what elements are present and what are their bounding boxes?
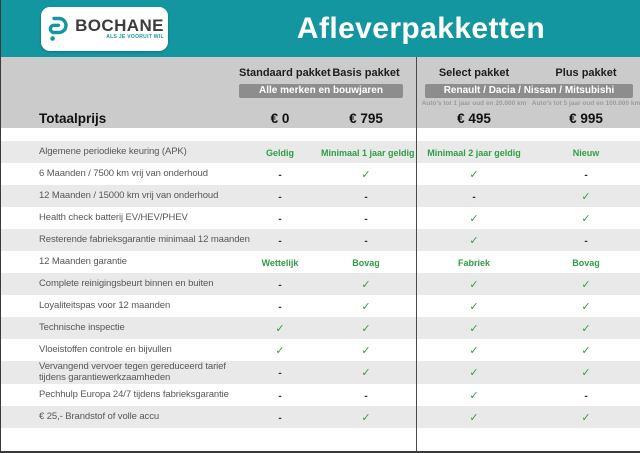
check-icon: ✓ [469,345,479,357]
dash-icon: - [364,236,368,247]
dash-icon: - [278,170,282,181]
cell-select [417,341,531,359]
row-label: Health check batterij EV/HEV/PHEV [39,212,188,224]
check-icon: ✓ [581,191,591,203]
cell-basis [321,143,415,161]
cell-standaard [239,297,321,315]
check-icon: ✓ [469,169,479,181]
cell-basis [321,187,411,205]
cell-basis [321,275,411,293]
cell-select [417,408,531,426]
cell-basis [321,165,411,183]
price-standaard: € 0 [270,111,290,126]
dash-icon: - [278,214,282,225]
dash-icon: - [584,390,588,402]
comparison-table [1,141,640,428]
total-price-row [1,109,640,128]
page-title: Afleverpakketten [296,11,546,45]
subnote-select: Auto's tot 1 jaar oud en 20.000 km [421,100,527,107]
table-row [1,384,640,406]
cell-standaard [239,408,321,426]
table-header-band [1,57,640,128]
table-row [1,251,640,273]
dash-icon: - [278,412,282,424]
check-icon: ✓ [469,301,479,313]
dash-icon: - [278,368,282,380]
check-icon: ✓ [361,367,371,380]
cell-standaard [239,231,321,249]
dash-icon: - [278,280,282,291]
section-divider-line [416,57,417,451]
row-label: 12 Maanden garantie [39,256,127,268]
value-text: Fabriek [457,258,490,268]
table-row [1,207,640,229]
brand-logo [41,7,168,51]
row-label: Algemene periodieke keuring (APK) [39,146,187,158]
dash-icon: - [472,192,476,203]
cell-basis [321,408,411,426]
check-icon: ✓ [361,411,371,424]
check-icon: ✓ [275,323,285,335]
dash-icon: - [278,236,282,247]
value-text: Nieuw [572,148,600,158]
cell-plus [531,165,640,183]
row-label: Vloeistoffen controle en bijvullen [39,344,172,356]
row-label: Technische inspectie [39,322,125,334]
dash-icon: - [278,390,282,402]
cell-plus [531,209,640,227]
total-price-label: Totaalprijs [39,111,107,126]
value-text: Minimaal 2 jaar geldig [427,148,521,158]
cell-select [417,165,531,183]
cell-standaard [239,275,321,293]
cell-plus [531,408,640,426]
check-icon: ✓ [469,323,479,335]
dash-icon: - [364,214,368,225]
badge-alle-merken: Alle merken en bouwjaren [239,84,403,98]
brand-name: BOCHANE [75,16,164,35]
check-icon: ✓ [361,169,371,181]
cell-standaard [239,319,321,337]
brand-tagline: ALS JE VOORUIT WIL [106,34,164,40]
row-label: 12 Maanden / 15000 km vrij van onderhoud [39,190,219,202]
badges-row [1,83,640,98]
table-row [1,406,640,428]
cell-plus [531,143,640,161]
row-label: 6 Maanden / 7500 km vrij van onderhoud [39,168,208,180]
cell-plus [531,341,640,359]
table-row [1,339,640,361]
subnote-plus: Auto's tot 5 jaar oud en 100.000 km [531,100,640,107]
value-text: Geldig [265,148,294,158]
cell-basis [321,231,411,249]
cell-basis [321,319,411,337]
check-icon: ✓ [469,213,479,225]
cell-plus [531,319,640,337]
cell-basis [321,297,411,315]
cell-basis [321,363,411,381]
check-icon: ✓ [581,411,591,424]
check-icon: ✓ [581,367,591,380]
cell-standaard [239,143,321,161]
check-icon: ✓ [469,411,479,424]
cell-select [417,386,531,404]
cell-select [417,297,531,315]
row-label: € 25,- Brandstof of volle accu [39,411,160,423]
cell-standaard [239,386,321,404]
cell-standaard [239,209,321,227]
subnotes-row [1,98,640,109]
table-row [1,317,640,339]
cell-standaard [239,341,321,359]
cell-plus [531,363,640,381]
check-icon: ✓ [275,345,285,357]
column-header-select: Select pakket [438,67,510,79]
dash-icon: - [278,192,282,203]
cell-plus [531,253,640,271]
badge-merken-select-plus: Renault / Dacia / Nissan / Mitsubishi [425,84,633,98]
column-headers [1,63,640,83]
cell-plus [531,275,640,293]
check-icon: ✓ [581,301,591,313]
check-icon: ✓ [361,323,371,335]
check-icon: ✓ [469,367,479,380]
cell-standaard [239,165,321,183]
table-row [1,163,640,185]
table-row [1,295,640,317]
cell-plus [531,187,640,205]
check-icon: ✓ [361,345,371,357]
cell-select [417,275,531,293]
table-row [1,273,640,295]
cell-plus [531,386,640,404]
cell-basis [321,209,411,227]
column-header-standaard: Standaard pakket [239,67,331,79]
cell-basis [321,386,411,404]
cell-plus [531,231,640,249]
cell-select [417,319,531,337]
price-basis: € 795 [349,111,383,126]
dash-icon: - [584,236,588,247]
value-text: Bovag [572,258,600,268]
check-icon: ✓ [469,235,479,247]
dash-icon: - [278,302,282,313]
price-plus: € 995 [569,111,603,126]
bochane-logo-icon [45,15,69,43]
cell-select [417,209,531,227]
value-text: Bovag [352,258,380,268]
cell-select [417,231,531,249]
row-label: Complete reinigingsbeurt binnen en buiten [39,278,214,290]
dash-icon: - [584,170,588,181]
cell-select [417,143,531,161]
check-icon: ✓ [469,389,479,402]
cell-basis [321,253,411,271]
cell-plus [531,297,640,315]
value-text: Wettelijk [261,258,299,268]
cell-standaard [239,363,321,381]
check-icon: ✓ [361,279,371,291]
check-icon: ✓ [469,279,479,291]
cell-standaard [239,253,321,271]
table-row [1,141,640,163]
column-header-plus: Plus pakket [555,67,617,79]
dash-icon: - [364,192,368,203]
top-header [1,0,640,57]
cell-basis [321,341,411,359]
check-icon: ✓ [581,323,591,335]
cell-select [417,363,531,381]
cell-select [417,253,531,271]
check-icon: ✓ [581,279,591,291]
check-icon: ✓ [361,301,371,313]
value-text: Minimaal 1 jaar geldig [321,148,415,158]
cell-standaard [239,187,321,205]
table-row [1,229,640,251]
row-label: Loyaliteitspas voor 12 maanden [39,300,171,312]
check-icon: ✓ [581,213,591,225]
check-icon: ✓ [581,345,591,357]
row-label: Pechhulp Europa 24/7 tijdens fabrieksgarantie [39,389,229,401]
row-label: Vervangend vervoer tegen gereduceerd tarief tijdens garantiewerkzaamheden [39,361,226,384]
dash-icon: - [364,390,368,402]
column-header-basis: Basis pakket [332,67,400,79]
table-row [1,361,640,384]
price-select: € 495 [457,111,491,126]
table-row [1,185,640,207]
row-label: Resterende fabrieksgarantie minimaal 12 maanden [39,234,250,246]
cell-select [417,187,531,205]
